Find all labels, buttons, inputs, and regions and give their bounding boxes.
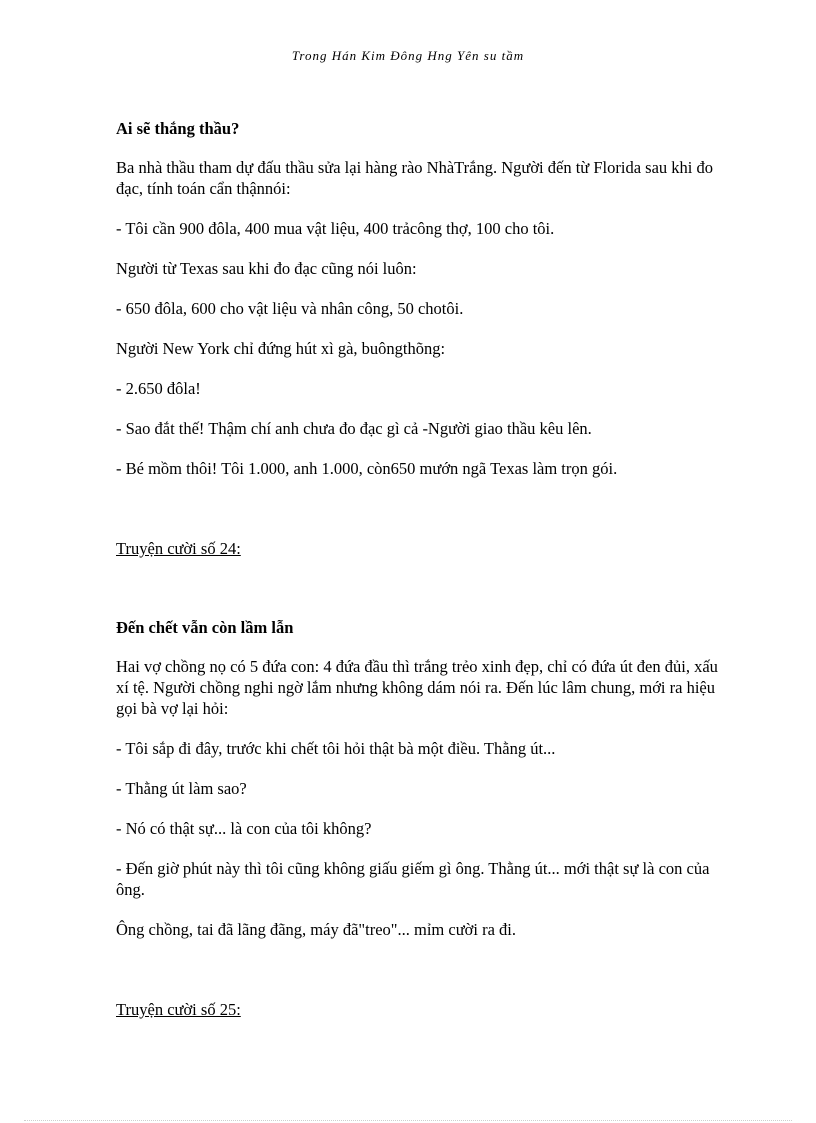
- story-title: Ai sẽ thắng thầu?: [116, 119, 240, 138]
- document-body: [116, 118, 728, 1020]
- paragraph: - Bé mồm thôi! Tôi 1.000, anh 1.000, còn650 mướn ngã Texas làm trọn gói.: [116, 459, 618, 478]
- story-title: Đến chết vẫn còn lầm lẫn: [116, 618, 294, 637]
- chapter-label: Truyện cười số 25:: [116, 1000, 241, 1019]
- paragraph: - Thằng út làm sao?: [116, 779, 247, 798]
- paragraph: - Đến giờ phút này thì tôi cũng không giấu giếm gì ông. Thằng út... mới thật sự là con của ông.: [116, 859, 710, 899]
- paragraph: - Tôi cần 900 đôla, 400 mua vật liệu, 400 trảcông thợ, 100 cho tôi.: [116, 219, 555, 238]
- paragraph: - Sao đắt thế! Thậm chí anh chưa đo đạc gì cả -Người giao thầu kêu lên.: [116, 419, 592, 438]
- page-bottom-divider: [24, 1120, 792, 1121]
- paragraph: Hai vợ chồng nọ có 5 đứa con: 4 đứa đầu thì trắng trẻo xinh đẹp, chỉ có đứa út đen đủi, xấu xí tệ. Người chồng nghi ngờ lắm nhưng không dám nói ra. Đến lúc lâm chung, mới ra hiệu gọi bà vợ lại hỏi:: [116, 657, 718, 718]
- paragraph: - 2.650 đôla!: [116, 379, 201, 398]
- chapter-heading: [116, 999, 728, 1020]
- paragraph: Ba nhà thầu tham dự đấu thầu sửa lại hàng rào NhàTrắng. Người đến từ Florida sau khi đo đạc, tính toán cẩn thậnnói:: [116, 158, 713, 198]
- page-header: Trong Hán Kim Đông Hng Yên su tầm: [291, 48, 525, 63]
- chapter-label: Truyện cười số 24:: [116, 539, 241, 558]
- chapter-heading: [116, 538, 728, 559]
- paragraph: - Nó có thật sự... là con của tôi không?: [116, 819, 372, 838]
- paragraph: - Tôi sắp đi đây, trước khi chết tôi hỏi thật bà một điều. Thằng út...: [116, 739, 556, 758]
- paragraph: Ông chồng, tai đã lãng đãng, máy đã"treo"... mỉm cười ra đi.: [116, 920, 516, 939]
- paragraph: Người New York chỉ đứng hút xì gà, buôngthõng:: [116, 339, 446, 358]
- paragraph: - 650 đôla, 600 cho vật liệu và nhân công, 50 chotôi.: [116, 299, 464, 318]
- paragraph: Người từ Texas sau khi đo đạc cũng nói luôn:: [116, 259, 417, 278]
